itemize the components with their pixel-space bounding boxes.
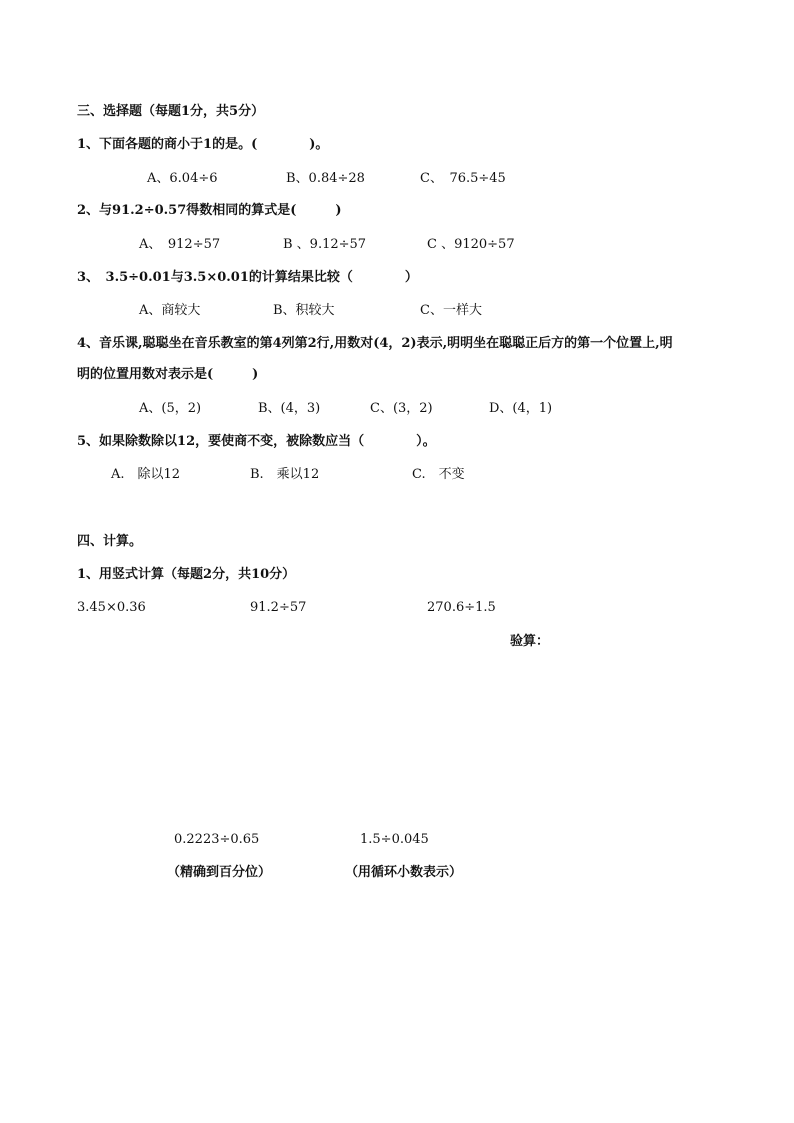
question-3-stem: 3、 3.5÷0.01与3.5×0.01的计算结果比较（ ） (77, 270, 418, 285)
question-3-option-a: A、商较大 (139, 303, 201, 318)
expression-3: 270.6÷1.5 (427, 600, 496, 615)
check-label: 验算： (510, 634, 550, 649)
section-4-title: 四、计算。 (77, 534, 143, 549)
question-2-stem: 2、与91.2÷0.57得数相同的算式是( ) (77, 203, 342, 218)
question-4-option-d: D、(4，1) (489, 401, 553, 416)
expression-4: 0.2223÷0.65 (174, 832, 260, 847)
question-4-option-a: A、(5，2) (139, 401, 202, 416)
question-5-stem: 5、如果除数除以12，要使商不变，被除数应当（ ）。 (77, 434, 436, 449)
section-3-title: 三、选择题（每题1分，共5分） (77, 104, 265, 119)
expression-4-note: （精确到百分位） (167, 865, 272, 880)
question-4-stem-line-2: 明的位置用数对表示是( ) (77, 367, 259, 382)
question-1-option-c: C、 76.5÷45 (420, 171, 506, 186)
expression-5: 1.5÷0.045 (360, 832, 429, 847)
question-3-option-b: B、积较大 (273, 303, 335, 318)
question-4-option-c: C、(3，2) (370, 401, 433, 416)
question-2-option-c: C 、9120÷57 (427, 237, 515, 252)
question-2-option-b: B 、9.12÷57 (283, 237, 367, 252)
question-5-option-c: C. 不变 (412, 467, 465, 482)
question-1-stem: 1、下面各题的商小于1的是。( )。 (77, 137, 329, 152)
question-1-option-b: B、0.84÷28 (286, 171, 365, 186)
expression-2: 91.2÷57 (250, 600, 307, 615)
question-5-option-a: A. 除以12 (111, 467, 181, 482)
question-5-option-b: B. 乘以12 (250, 467, 320, 482)
question-4-option-b: B、(4，3) (258, 401, 321, 416)
question-2-option-a: A、 912÷57 (139, 237, 221, 252)
question-4-stem-line-1: 4、音乐课,聪聪坐在音乐教室的第4列第2行,用数对(4，2)表示,明明坐在聪聪正后方的第一个位置上,明 (77, 336, 673, 351)
section-4-subquestion-1: 1、用竖式计算（每题2分，共10分） (77, 567, 296, 582)
expression-5-note: （用循环小数表示） (345, 865, 463, 880)
question-3-option-c: C、一样大 (420, 303, 482, 318)
question-1-option-a: A、6.04÷6 (147, 171, 218, 186)
expression-1: 3.45×0.36 (77, 600, 146, 615)
